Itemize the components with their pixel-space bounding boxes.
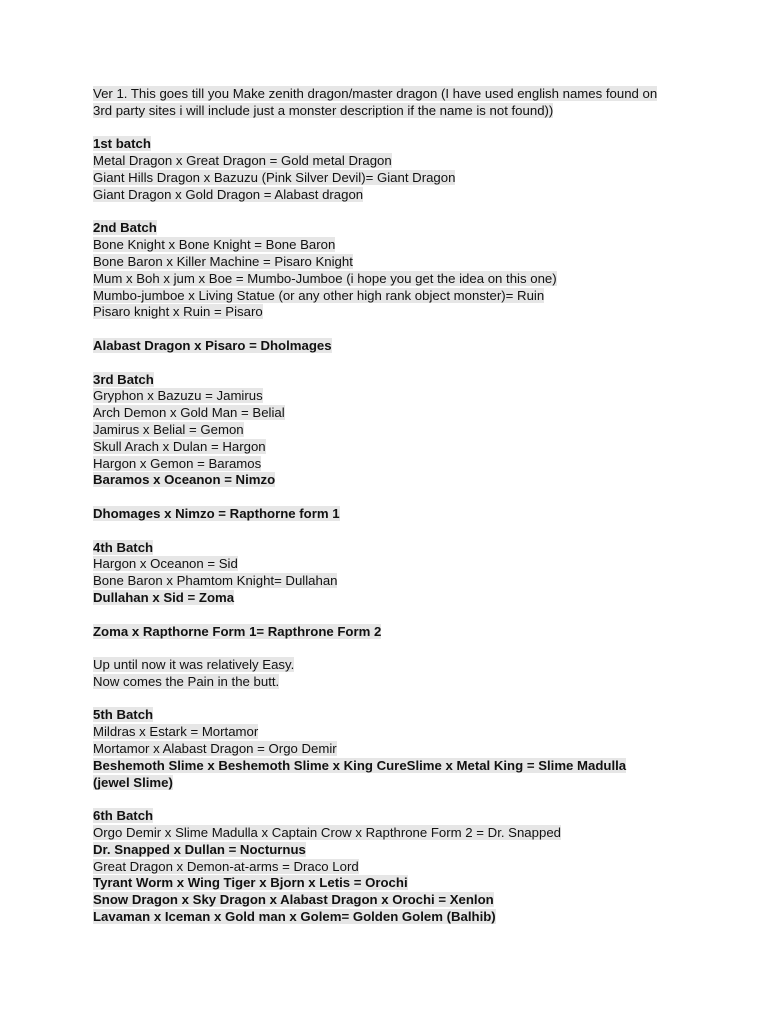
text-line xyxy=(93,573,693,590)
line-text: 3rd party sites i will include just a monster description if the name is not found)) xyxy=(93,102,554,118)
line-text: Giant Hills Dragon x Bazuzu (Pink Silver Devil)= Giant Dragon xyxy=(93,169,456,185)
bold-text-line xyxy=(93,775,693,792)
text-line xyxy=(93,724,693,741)
text-line xyxy=(93,254,693,271)
line-text: Pisaro knight x Ruin = Pisaro xyxy=(93,304,263,320)
line-text: Ver 1. This goes till you Make zenith dragon/master dragon (I have used english names found on xyxy=(93,86,658,101)
text-line xyxy=(93,456,693,473)
text-line xyxy=(93,422,693,439)
blank-line xyxy=(93,321,693,338)
blank-line xyxy=(93,791,693,808)
line-text: Orgo Demir x Slime Madulla x Captain Crow x Rapthrone Form 2 = Dr. Snapped xyxy=(93,825,561,841)
line-text: 2nd Batch xyxy=(93,220,157,236)
blank-line xyxy=(93,204,693,221)
text-line xyxy=(93,153,693,170)
line-text: Hargon x Oceanon = Sid xyxy=(93,556,238,572)
blank-line xyxy=(93,691,693,708)
text-line xyxy=(93,86,693,103)
bold-text-line xyxy=(93,372,693,389)
text-line xyxy=(93,556,693,573)
text-line xyxy=(93,674,693,691)
line-text: 6th Batch xyxy=(93,808,154,824)
text-line xyxy=(93,388,693,405)
line-text: Baramos x Oceanon = Nimzo xyxy=(93,472,276,488)
blank-line xyxy=(93,355,693,372)
blank-line xyxy=(93,523,693,540)
line-text: Now comes the Pain in the butt. xyxy=(93,673,280,689)
text-line xyxy=(93,304,693,321)
bold-text-line xyxy=(93,540,693,557)
line-text: Arch Demon x Gold Man = Belial xyxy=(93,405,285,421)
bold-text-line xyxy=(93,338,693,355)
bold-text-line xyxy=(93,590,693,607)
bold-text-line xyxy=(93,875,693,892)
line-text: 3rd Batch xyxy=(93,371,154,387)
text-line xyxy=(93,237,693,254)
text-line xyxy=(93,859,693,876)
line-text: Dullahan x Sid = Zoma xyxy=(93,589,235,605)
text-line xyxy=(93,741,693,758)
bold-text-line xyxy=(93,808,693,825)
bold-text-line xyxy=(93,842,693,859)
line-text: (jewel Slime) xyxy=(93,774,173,790)
line-text: Lavaman x Iceman x Gold man x Golem= Golden Golem (Balhib) xyxy=(93,909,496,925)
bold-text-line xyxy=(93,220,693,237)
line-text: Mumbo-jumboe x Living Statue (or any other high rank object monster)= Ruin xyxy=(93,287,545,303)
bold-text-line xyxy=(93,892,693,909)
text-line xyxy=(93,187,693,204)
line-text: Jamirus x Belial = Gemon xyxy=(93,421,244,437)
line-text: Dr. Snapped x Dullan = Nocturnus xyxy=(93,841,306,857)
line-text: Bone Baron x Killer Machine = Pisaro Knight xyxy=(93,253,353,269)
text-line xyxy=(93,170,693,187)
line-text: Gryphon x Bazuzu = Jamirus xyxy=(93,388,263,404)
document-body xyxy=(93,86,693,926)
text-line xyxy=(93,825,693,842)
blank-line xyxy=(93,607,693,624)
text-line xyxy=(93,103,693,120)
line-text: Mum x Boh x jum x Boe = Mumbo-Jumboe (i hope you get the idea on this one) xyxy=(93,270,557,286)
blank-line xyxy=(93,640,693,657)
line-text: 1st batch xyxy=(93,136,151,152)
line-text: 5th Batch xyxy=(93,707,154,723)
text-line xyxy=(93,288,693,305)
text-line xyxy=(93,405,693,422)
bold-text-line xyxy=(93,707,693,724)
line-text: Bone Knight x Bone Knight = Bone Baron xyxy=(93,237,336,253)
bold-text-line xyxy=(93,506,693,523)
bold-text-line xyxy=(93,136,693,153)
bold-text-line xyxy=(93,758,693,775)
line-text: Snow Dragon x Sky Dragon x Alabast Dragon x Orochi = Xenlon xyxy=(93,892,494,908)
line-text: Hargon x Gemon = Baramos xyxy=(93,455,262,471)
line-text: Beshemoth Slime x Beshemoth Slime x King CureSlime x Metal King = Slime Madulla xyxy=(93,757,627,773)
line-text: Skull Arach x Dulan = Hargon xyxy=(93,438,266,454)
line-text: Alabast Dragon x Pisaro = Dholmages xyxy=(93,337,332,353)
line-text: Mildras x Estark = Mortamor xyxy=(93,724,259,740)
text-line xyxy=(93,271,693,288)
line-text: Great Dragon x Demon-at-arms = Draco Lord xyxy=(93,858,359,874)
line-text: Up until now it was relatively Easy. xyxy=(93,657,295,673)
line-text: Bone Baron x Phamtom Knight= Dullahan xyxy=(93,573,338,589)
blank-line xyxy=(93,120,693,137)
line-text: Mortamor x Alabast Dragon = Orgo Demir xyxy=(93,741,337,757)
bold-text-line xyxy=(93,472,693,489)
bold-text-line xyxy=(93,624,693,641)
blank-line xyxy=(93,489,693,506)
text-line xyxy=(93,657,693,674)
line-text: 4th Batch xyxy=(93,539,154,555)
line-text: Zoma x Rapthorne Form 1= Rapthrone Form 2 xyxy=(93,623,382,639)
bold-text-line xyxy=(93,909,693,926)
line-text: Metal Dragon x Great Dragon = Gold metal Dragon xyxy=(93,153,392,169)
line-text: Dhomages x Nimzo = Rapthorne form 1 xyxy=(93,505,340,521)
line-text: Tyrant Worm x Wing Tiger x Bjorn x Letis = Orochi xyxy=(93,875,408,891)
text-line xyxy=(93,439,693,456)
line-text: Giant Dragon x Gold Dragon = Alabast dragon xyxy=(93,186,364,202)
